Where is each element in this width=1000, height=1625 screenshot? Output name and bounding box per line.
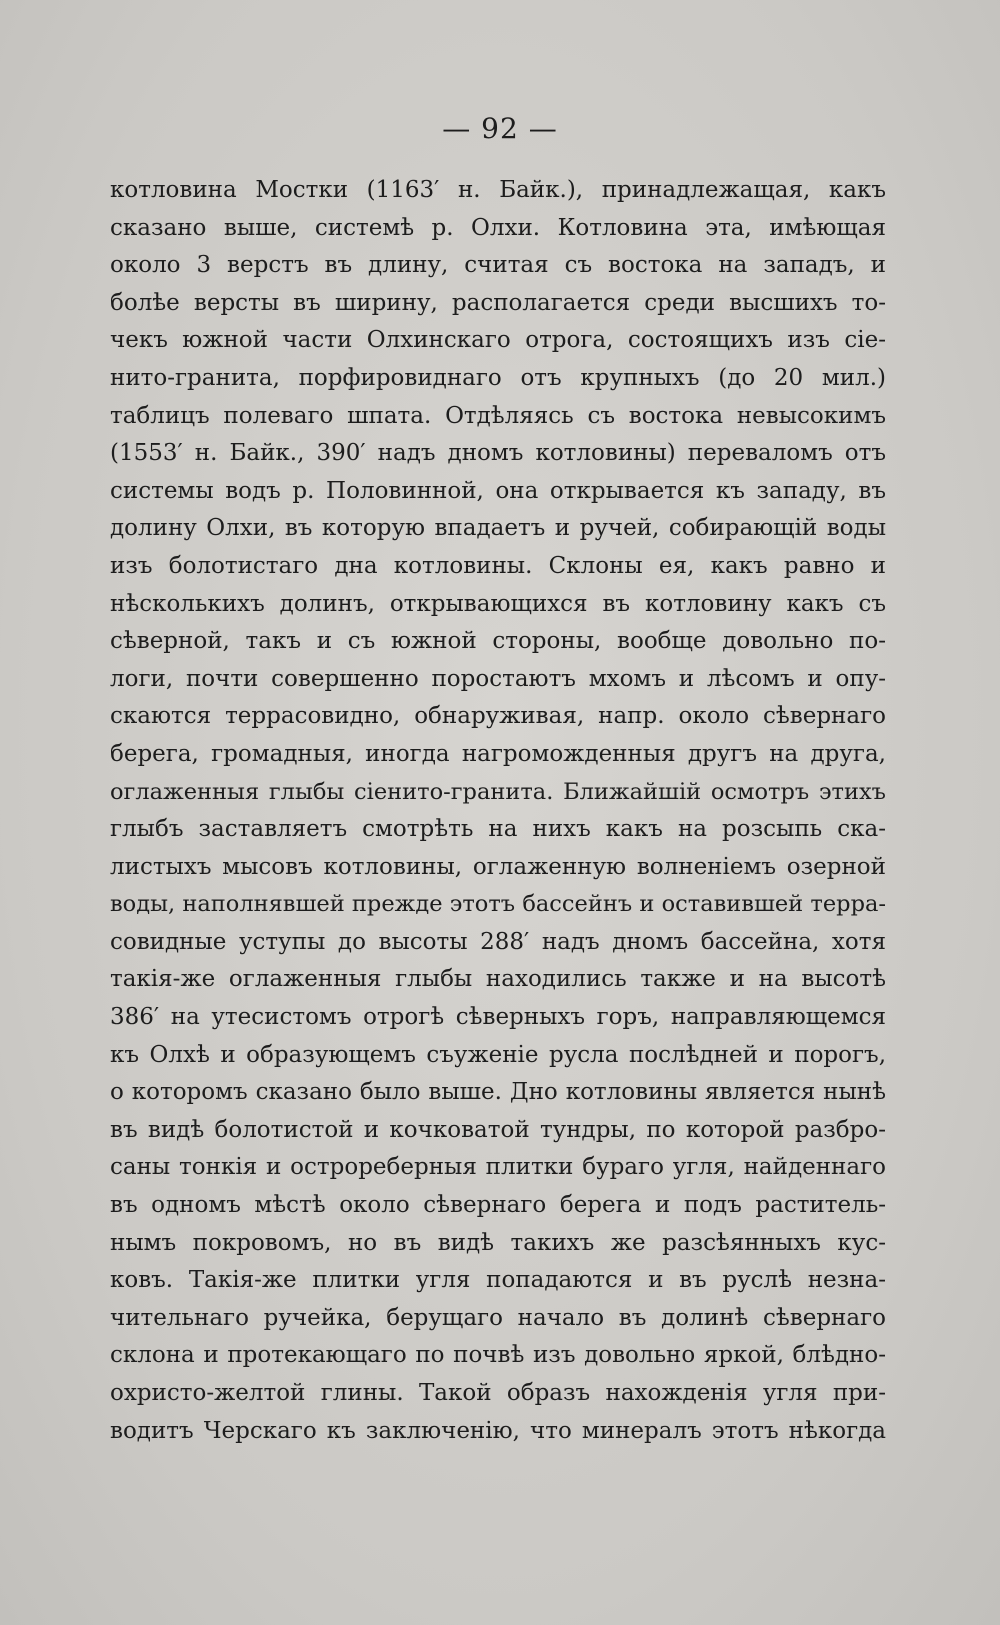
text-line: болѣе версты въ ширину, располагается среди высшихъ то- <box>110 289 886 316</box>
text-line: ковъ. Такія-же плитки угля попадаются и въ руслѣ незна- <box>110 1267 886 1294</box>
text-line: около 3 верстъ въ длину, считая съ востока на западъ, и <box>110 252 886 279</box>
text-line: саны тонкія и остроребeрныя плитки бураго угля, найденнаго <box>110 1154 886 1181</box>
text-line: 386′ на утесистомъ отрогѣ сѣверныхъ горъ, направляющемся <box>110 1004 886 1031</box>
text-line: сѣверной, такъ и съ южной стороны, вообще довольно по- <box>110 628 886 655</box>
page-number: — 92 — <box>442 112 558 145</box>
text-line: (1553′ н. Байк., 390′ надъ дномъ котловины) переваломъ отъ <box>110 440 886 467</box>
text-line: таблицъ полеваго шпата. Отдѣляясь съ востока невысокимъ <box>110 402 886 429</box>
text-line: такія-же оглаженныя глыбы находились также и на высотѣ <box>110 966 886 993</box>
text-line: чекъ южной части Олхинскаго отрога, состоящихъ изъ сіе- <box>110 327 886 354</box>
text-line: нѣсколькихъ долинъ, открывающихся въ котловину какъ съ <box>110 590 886 617</box>
text-line: берега, громадныя, иногда нагроможденныя другъ на друга, <box>110 740 886 767</box>
text-line: сказано выше, системѣ р. Олхи. Котловина эта, имѣющая <box>110 214 886 241</box>
text-line: нито-гранита, порфировиднаго отъ крупныхъ (до 20 мил.) <box>110 364 886 391</box>
text-line: къ Олхѣ и образующемъ съуженіе русла послѣдней и порогъ, <box>110 1041 886 1068</box>
text-line: о которомъ сказано было выше. Дно котловины является нынѣ <box>110 1079 886 1106</box>
text-line: системы водъ р. Половинной, она открывается къ западу, въ <box>110 477 886 504</box>
text-line: склона и протекающаго по почвѣ изъ довольно яркой, блѣдно- <box>110 1342 886 1369</box>
text-line: скаются террасовидно, обнаруживая, напр. около сѣвернаго <box>110 703 886 730</box>
text-line: водитъ Черскаго къ заключенію, что минералъ этотъ нѣкогда <box>110 1417 886 1444</box>
text-line: изъ болотистаго дна котловины. Склоны ея, какъ равно и <box>110 552 886 579</box>
text-line: въ одномъ мѣстѣ около сѣвернаго берега и подъ раститель- <box>110 1192 886 1219</box>
text-line: долину Олхи, въ которую впадаетъ и ручей, собирающій воды <box>110 515 886 542</box>
text-line: охристо-желтой глины. Такой образъ нахожденія угля при- <box>110 1380 886 1406</box>
text-line: въ видѣ болотистой и кочковатой тундры, по которой разбро- <box>110 1116 886 1143</box>
text-line: листыхъ мысовъ котловины, оглаженную волненіемъ озерной <box>110 853 886 880</box>
text-line: чительнаго ручейка, берущаго начало въ долинѣ сѣвернаго <box>110 1304 886 1331</box>
text-line: оглаженныя глыбы сіенито-гранита. Ближайшій осмотръ этихъ <box>110 778 886 805</box>
text-line: глыбъ заставляетъ смотрѣть на нихъ какъ на розсыпь ска- <box>110 816 886 843</box>
text-line: совидные уступы до высоты 288′ надъ дномъ бассейна, хотя <box>110 928 886 955</box>
text-line: нымъ покровомъ, но въ видѣ такихъ же разсѣянныхъ кус- <box>110 1229 886 1256</box>
text-line: логи, почти совершенно поростаютъ мхомъ и лѣсомъ и опу- <box>110 665 886 692</box>
text-line: котловина Мостки (1163′ н. Байк.), принадлежащая, какъ <box>110 177 886 203</box>
body-text <box>110 172 886 1450</box>
text-line: воды, наполнявшей прежде этотъ бассейнъ и оставившей терра- <box>110 891 886 918</box>
